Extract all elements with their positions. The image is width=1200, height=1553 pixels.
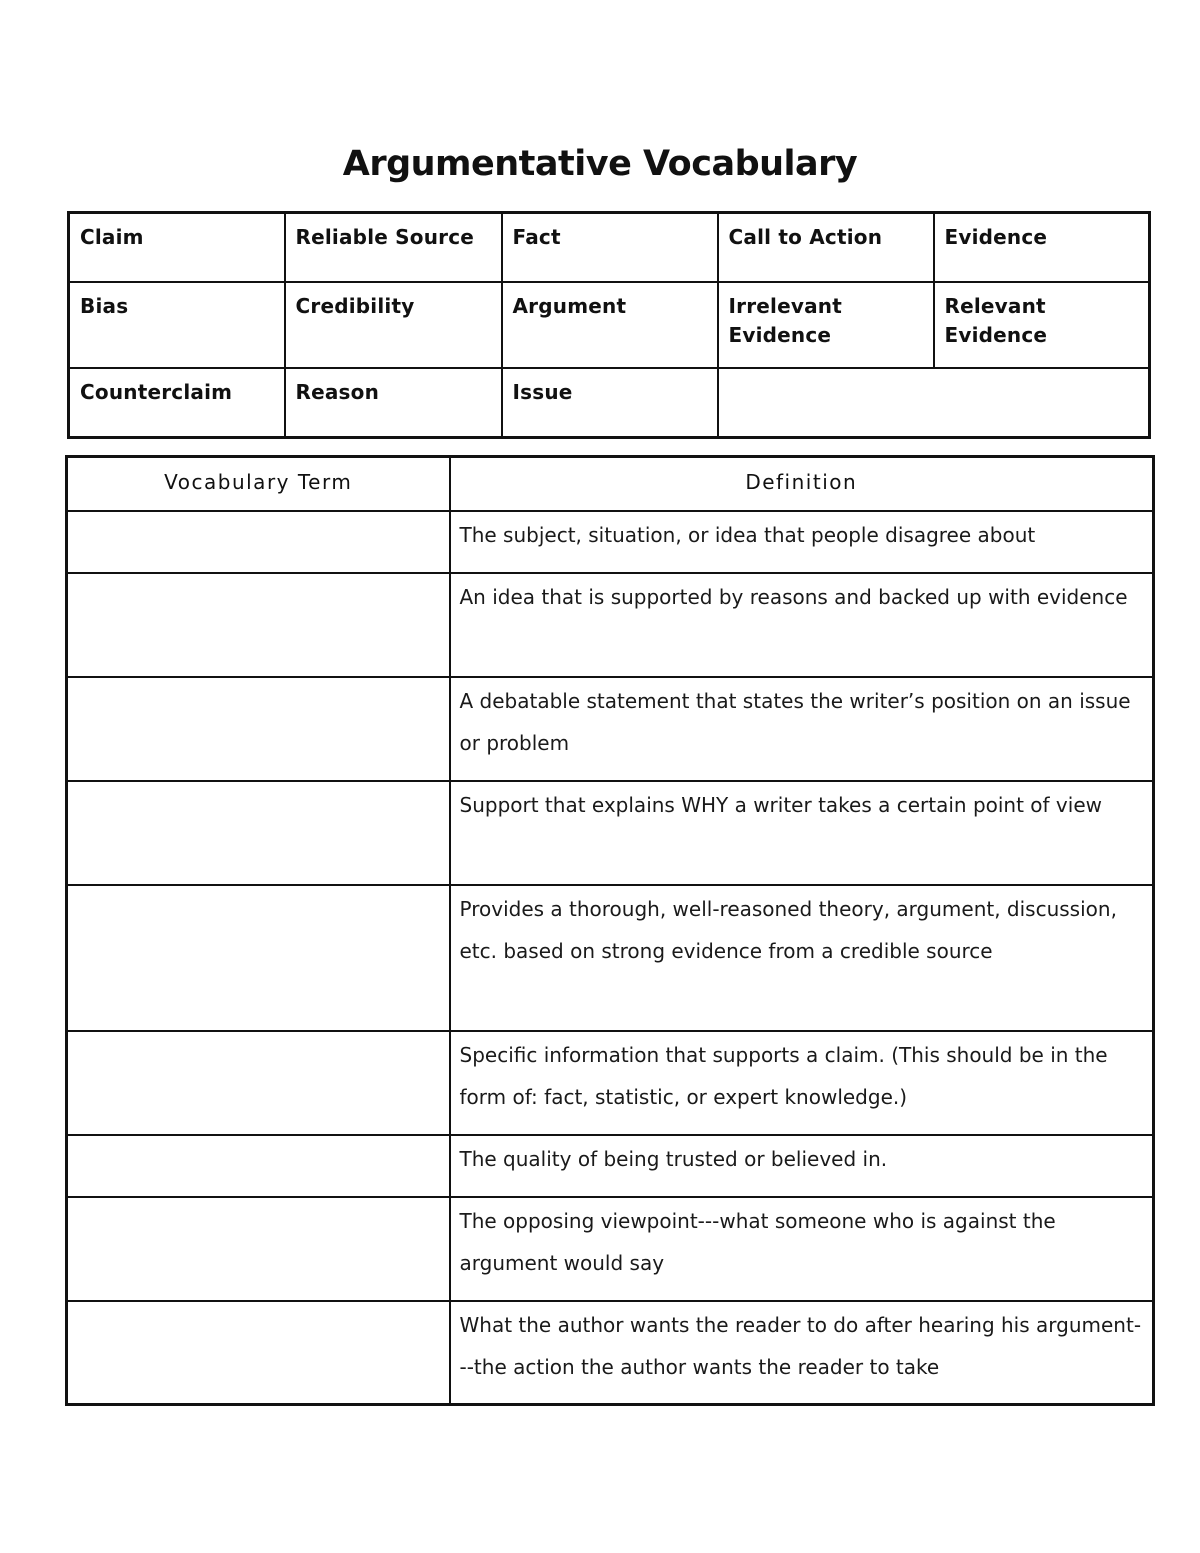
term-answer-cell[interactable] [67,1135,450,1197]
definition-cell: An idea that is supported by reasons and backed up with evidence [450,573,1154,677]
definitions-table [65,455,1155,1406]
word-bank-term: Claim [69,213,285,283]
word-bank-term: Call to Action [718,213,934,283]
definition-header: Definition [450,457,1154,511]
table-row [67,677,1154,781]
word-bank-term: Argument [502,282,718,368]
word-bank-term: Counterclaim [69,368,285,438]
table-row [67,1301,1154,1405]
word-bank-row [69,282,1150,368]
word-bank-term: Credibility [285,282,502,368]
definition-cell: The opposing viewpoint---what someone who is against the argument would say [450,1197,1154,1301]
table-row [67,781,1154,885]
word-bank-term: Reliable Source [285,213,502,283]
vocabulary-term-header: Vocabulary Term [67,457,450,511]
table-row [67,885,1154,1031]
word-bank-term: Reason [285,368,502,438]
definition-cell: What the author wants the reader to do after hearing his argument---the action the author wants the reader to take [450,1301,1154,1405]
definitions-header-row [67,457,1154,511]
word-bank-term: Irrelevant Evidence [718,282,934,368]
word-bank-table [67,211,1151,439]
word-bank-empty-cell [718,368,1150,438]
definition-cell: The subject, situation, or idea that people disagree about [450,511,1154,573]
definition-cell: Provides a thorough, well-reasoned theory, argument, discussion, etc. based on strong evidence from a credible source [450,885,1154,1031]
word-bank-term: Relevant Evidence [934,282,1150,368]
table-row [67,1197,1154,1301]
definition-cell: A debatable statement that states the writer’s position on an issue or problem [450,677,1154,781]
page-title: Argumentative Vocabulary [342,144,858,184]
term-answer-cell[interactable] [67,1301,450,1405]
term-answer-cell[interactable] [67,1197,450,1301]
table-row [67,1031,1154,1135]
term-answer-cell[interactable] [67,885,450,1031]
definition-cell: Specific information that supports a claim. (This should be in the form of: fact, statistic, or expert knowledge.) [450,1031,1154,1135]
word-bank-row [69,213,1150,283]
term-answer-cell[interactable] [67,677,450,781]
word-bank-term: Evidence [934,213,1150,283]
term-answer-cell[interactable] [67,781,450,885]
table-row [67,1135,1154,1197]
word-bank-row [69,368,1150,438]
word-bank-term: Fact [502,213,718,283]
term-answer-cell[interactable] [67,1031,450,1135]
table-row [67,511,1154,573]
table-row [67,573,1154,677]
word-bank-term: Issue [502,368,718,438]
definition-cell: The quality of being trusted or believed in. [450,1135,1154,1197]
word-bank-term: Bias [69,282,285,368]
definition-cell: Support that explains WHY a writer takes a certain point of view [450,781,1154,885]
term-answer-cell[interactable] [67,511,450,573]
term-answer-cell[interactable] [67,573,450,677]
